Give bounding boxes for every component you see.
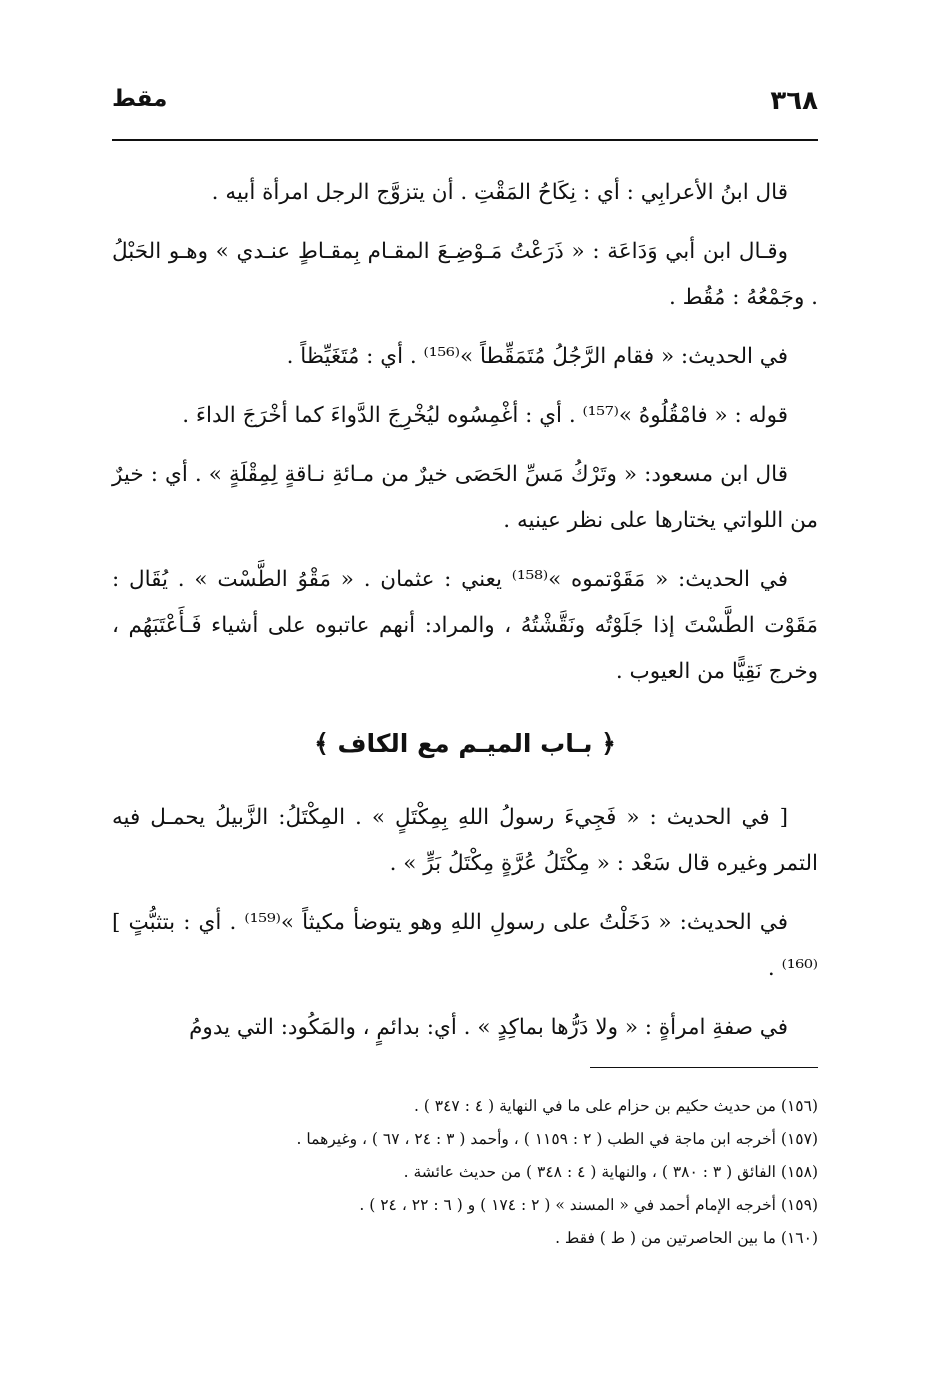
paragraph: في صفةِ امرأةٍ : « ولا دَرُّها بماكِدٍ » . أي: بدائمٍ ، والمَكُود: التي يدومُ: [189, 1015, 788, 1040]
footnote-rule: [590, 1067, 818, 1068]
header-rule: [112, 139, 818, 141]
paragraph: قوله : « فامْقُلُوهُ »⁽¹⁵⁷⁾ . أي : أغْمِسُوه ليُخْرِجَ الدَّواءَ كما أخْرَجَ الداءَ .: [182, 403, 788, 428]
footnotes: [112, 1090, 818, 1255]
paragraph: في الحديث: « دَخَلْتُ على رسولِ اللهِ وهو يتوضأ مكيثاً »⁽¹⁵⁹⁾ . أي : بتثبُّتٍ ] ⁽¹⁶⁰⁾ .: [112, 910, 818, 981]
paragraph: وقـال ابن أبي وَدَاعَة : « ذَرَعْتُ مَـوْضِـعَ المقـام بِمقـاطٍ عنـدي » وهـو الحَبْلُ . وجَمْعُهُ : مُقُط .: [112, 239, 818, 310]
paragraph: في الحديث: « مَقَوْتموه »⁽¹⁵⁸⁾ يعني : عثمان . « مَقْوُ الطَّسْت » . يُقَال : مَقَوْت الطَّسْتَ إذا جَلَوْتُه ونَقَّشْتُهُ ، والمراد: أنهم عاتبوه على أشياء فَـأَعْتَبَهُم ، وخرج نَقِيًّا من العيوب .: [112, 567, 818, 684]
footnote: (١٥٧) أخرجه ابن ماجة في الطب ( ٢ : ١١٥٩ ) ، وأحمد ( ٣ : ٢٤ ، ٦٧ ) ، وغيرهما .: [296, 1130, 818, 1148]
footnote: (١٦٠) ما بين الحاصرتين من ( ط ) فقط .: [555, 1229, 818, 1247]
paragraph: [ في الحديث : « فَجِيءَ رسولُ اللهِ بِمِكْتَلٍ » . المِكْتَلُ: الزَّبيلُ يحمـل فيه التمر وغيره قال سَعْد : « مِكْتَلُ عُرَّةٍ مِكْتَلُ بَرٍّ » .: [112, 805, 818, 876]
paragraph: قال ابن مسعود: « وتَرْكُ مَسِّ الحَصَى خيرٌ من مـائةِ نـاقةٍ لِمِقْلَةٍ » . أي : خيرٌ من اللواتي يختارها على نظر عينيه .: [112, 462, 818, 533]
paragraph: في الحديث: « فقام الرَّجُلُ مُتَمَقِّطاً »⁽¹⁵⁶⁾ . أي : مُتَغَيِّظاً .: [286, 344, 788, 369]
running-title: مقط: [112, 86, 168, 112]
paragraph: قال ابنُ الأعرابِي : أي : نِكَاحُ المَقْتِ . أن يتزوَّج الرجل امرأة أبيه .: [211, 180, 788, 205]
page-header: [112, 86, 818, 126]
footnote: (١٥٦) من حديث حكيم بن حزام على ما في النهاية ( ٤ : ٣٤٧ ) .: [413, 1097, 818, 1115]
footnote: (١٥٨) الفائق ( ٣ : ٣٨٠ ) ، والنهاية ( ٤ : ٣٤٨ ) من حديث عائشة .: [403, 1163, 818, 1181]
main-text: [112, 170, 818, 1064]
section-heading: ﴿ بـاب الميـم مع الكاف ﴾: [314, 729, 616, 758]
footnote: (١٥٩) أخرجه الإمام أحمد في « المسند » ( ٢ : ١٧٤ ) و ( ٦ : ٢٢ ، ٢٤ ) .: [359, 1196, 818, 1214]
page-number: ٣٦٨: [770, 86, 818, 116]
